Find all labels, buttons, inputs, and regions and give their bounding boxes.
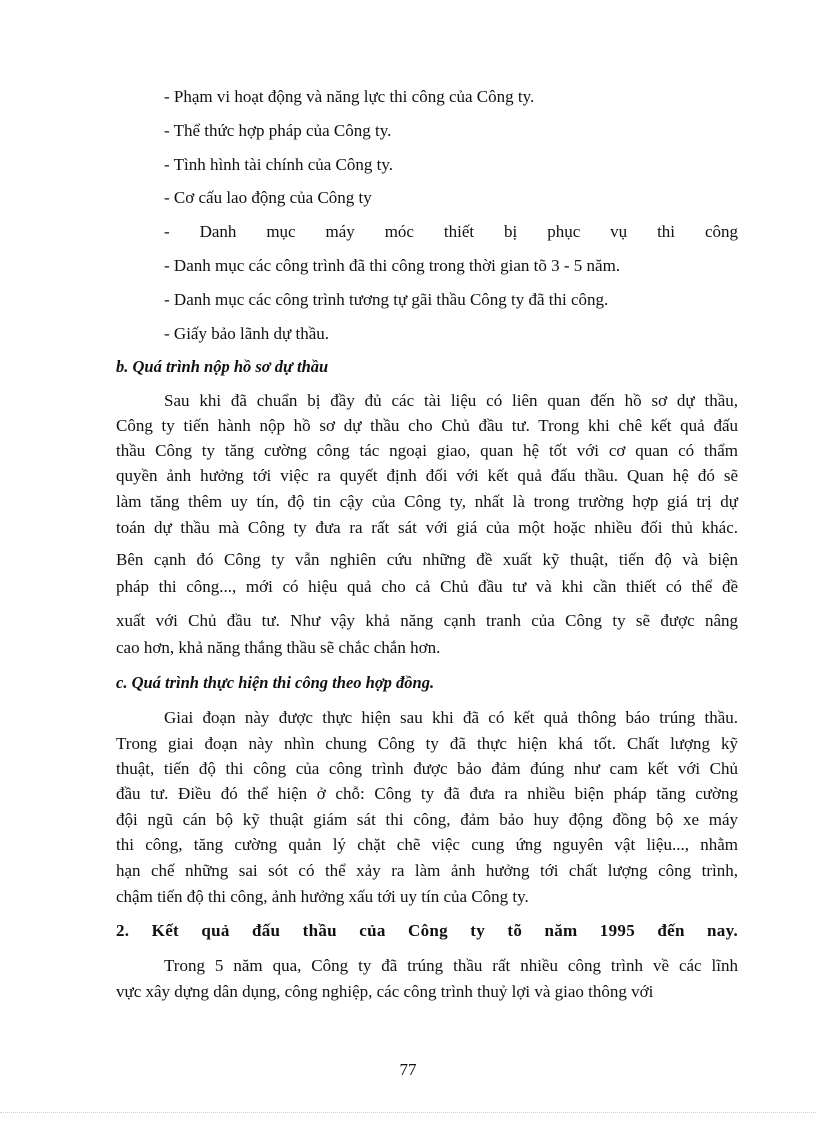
- paragraph-line: quyền ảnh hưởng tới việc ra quyết định đối với kết quả đấu thầu. Quan hệ đó sẽ: [116, 466, 738, 485]
- paragraph-line: Sau khi đã chuẩn bị đầy đủ các tài liệu có liên quan đến hồ sơ dự thầu,: [164, 391, 738, 410]
- bullet-item: - Giấy bảo lãnh dự thầu.: [164, 324, 330, 343]
- paragraph-line: Bên cạnh đó Công ty vẫn nghiên cứu những đề xuất kỹ thuật, tiến độ và biện: [116, 550, 738, 569]
- section-heading-b: b. Quá trình nộp hồ sơ dự thầu: [116, 357, 329, 376]
- paragraph-line: thuật, tiến độ thi công của công trình được bảo đảm đúng như cam kết với Chủ: [116, 759, 738, 778]
- paragraph-line: xuất với Chủ đầu tư. Như vậy khả năng cạnh tranh của Công ty sẽ được nâng: [116, 611, 738, 630]
- bullet-item: - Phạm vi hoạt động và năng lực thi công của Công ty.: [164, 87, 535, 106]
- bullet-item: - Danh mục các công trình tương tự gãi thầu Công ty đã thi công.: [164, 290, 609, 309]
- paragraph-line: pháp thi công..., mới có hiệu quả cho cả Chủ đầu tư và khi cần thiết có thể đề: [116, 577, 738, 596]
- bullet-item: - Danh mục các công trình đã thi công trong thời gian tõ 3 - 5 năm.: [164, 256, 621, 275]
- paragraph-line: thi công, tăng cường quản lý chặt chẽ việc cung ứng nguyên vật liệu..., nhằm: [116, 835, 738, 854]
- bullet-item: - Tình hình tài chính của Công ty.: [164, 155, 393, 174]
- page-number: 77: [399, 1060, 417, 1079]
- paragraph-line: cao hơn, khả năng thắng thầu sẽ chắc chắn hơn.: [116, 638, 441, 657]
- paragraph-line: Giai đoạn này được thực hiện sau khi đã có kết quả thông báo trúng thầu.: [164, 708, 738, 727]
- paragraph-line: đội ngũ cán bộ kỹ thuật giám sát thi công, đảm bảo huy động đồng bộ xe máy: [116, 810, 738, 829]
- section-heading-2: 2. Kết quả đấu thầu của Công ty tõ năm 1995 đến nay.: [116, 921, 738, 940]
- paragraph-line: đầu tư. Điều đó thể hiện ở chỗ: Công ty đã đưa ra nhiều biện pháp tăng cường: [116, 784, 738, 803]
- paragraph-line: Trong giai đoạn này nhìn chung Công ty đã thực hiện khá tốt. Chất lượng kỹ: [116, 734, 738, 753]
- paragraph-line: Công ty tiến hành nộp hồ sơ dự thầu cho Chủ đầu tư. Trong khi chê kết quả đấu: [116, 416, 738, 435]
- paragraph-line: toán dự thầu mà Công ty đưa ra rất sát với giá của một hoặc nhiều đối thủ khác.: [116, 518, 738, 537]
- bullet-item: - Danh mục máy móc thiết bị phục vụ thi công: [164, 222, 738, 241]
- bullet-item: - Cơ cấu lao động của Công ty: [164, 188, 372, 207]
- paragraph-line: hạn chế những sai sót có thể xảy ra làm ảnh hưởng tới chất lượng công trình,: [116, 861, 738, 880]
- paragraph-line: làm tăng thêm uy tín, độ tin cậy của Công ty, nhất là trong trường hợp giá trị dự: [116, 492, 738, 511]
- bullet-item: - Thể thức hợp pháp của Công ty.: [164, 121, 392, 140]
- paragraph-line: thầu Công ty tăng cường công tác ngoại giao, quan hệ tốt với cơ quan có thẩm: [116, 441, 738, 460]
- section-heading-c: c. Quá trình thực hiện thi công theo hợp đồng.: [116, 673, 435, 692]
- paragraph-line: chậm tiến độ thi công, ảnh hưởng xấu tới uy tín của Công ty.: [116, 887, 529, 906]
- paragraph-line: Trong 5 năm qua, Công ty đã trúng thầu rất nhiều công trình về các lĩnh: [164, 956, 738, 975]
- paragraph-line: vực xây dựng dân dụng, công nghiệp, các công trình thuỷ lợi và giao thông với: [116, 982, 654, 1001]
- page-bottom-rule: [0, 1112, 816, 1113]
